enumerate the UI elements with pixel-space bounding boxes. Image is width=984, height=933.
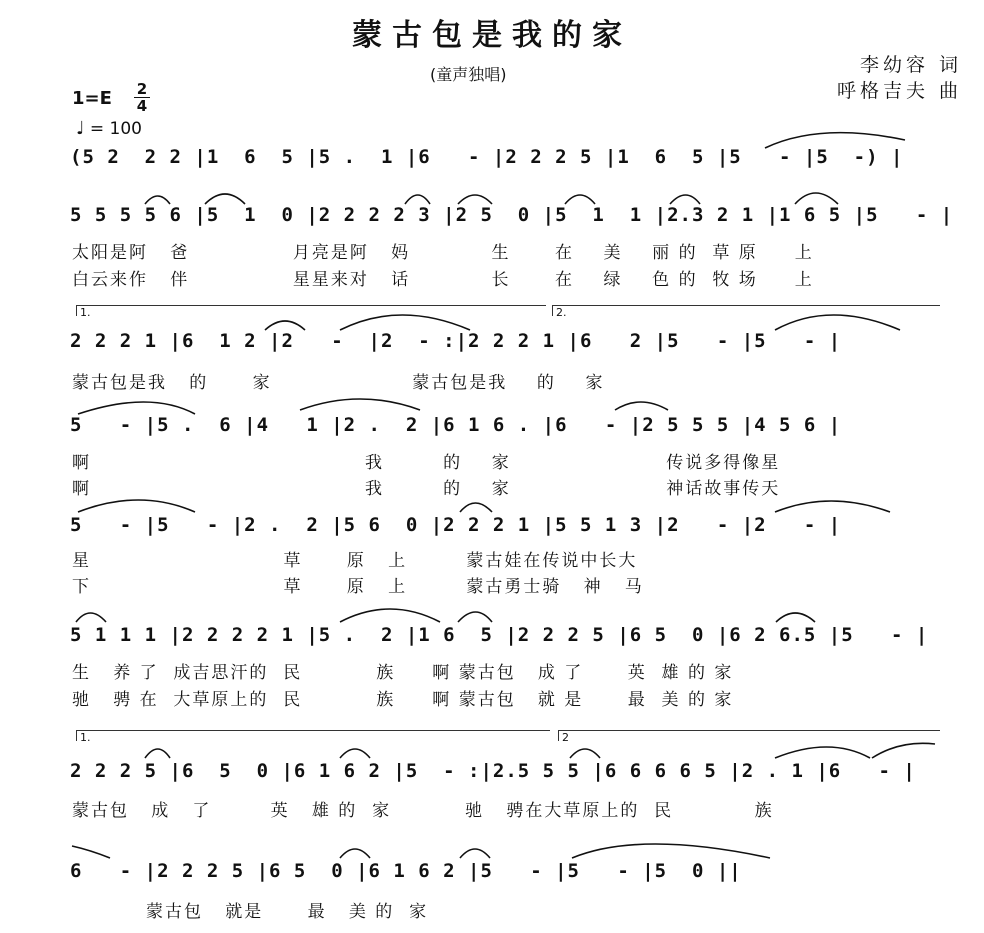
slur-arc — [458, 612, 492, 622]
slur-arc — [765, 133, 905, 148]
time-signature-bottom: 4 — [136, 97, 148, 115]
slur-arc — [145, 749, 170, 758]
lyric-line-6b: 驰 骋 在 大草原上的 民 族 啊 蒙古包 就 是 最 美 的 家 — [72, 690, 734, 710]
slur-arc — [570, 749, 600, 758]
time-signature-top: 2 — [136, 80, 148, 98]
slur-arc — [775, 747, 870, 758]
slur-arc — [775, 315, 900, 330]
volta-first-ending: 1. — [76, 305, 546, 316]
lyric-line-4b: 啊 我 的 家 神话故事传天 — [72, 479, 781, 499]
notation-line-7: 2 2 2 5 |6 5 0 |6 1 6 2 |5 - :|2.5 5 5 |6 6 6 6 5 |2 . 1 |6 - | — [70, 760, 916, 782]
lyric-line-2a: 太阳是阿 爸 月亮是阿 妈 生 在 美 丽 的 草 原 上 — [72, 243, 814, 263]
tempo-value: = 100 — [89, 119, 143, 139]
slur-arc — [72, 846, 110, 858]
slur-arc — [76, 613, 106, 622]
quarter-note-icon: ♩ — [76, 118, 85, 139]
lyric-line-8: 蒙古包 就是 最 美 的 家 — [72, 902, 429, 922]
composer-credit: 呼格吉夫 曲 — [836, 80, 962, 102]
song-subtitle: (童声独唱) — [430, 65, 507, 84]
lyric-line-3: 蒙古包是我 的 家 蒙古包是我 的 家 — [72, 373, 605, 393]
volta-second-ending: 2. — [552, 305, 940, 316]
lyric-line-7: 蒙古包 成 了 英 雄 的 家 驰 骋在大草原上的 民 族 — [72, 801, 774, 821]
slur-arc — [340, 849, 370, 858]
notation-line-5: 5 - |5 - |2 . 2 |5 6 0 |2 2 2 1 |5 5 1 3 |2 - |2 - | — [70, 514, 842, 536]
slur-arc — [265, 321, 305, 330]
key-signature: 1=E — [72, 88, 112, 109]
song-title: 蒙古包是我的家 — [352, 18, 632, 53]
lyric-line-5a: 星 草 原 上 蒙古娃在传说中长大 — [72, 551, 638, 571]
notation-line-8: 6 - |2 2 2 5 |6 5 0 |6 1 6 2 |5 - |5 - |5 0 || — [70, 860, 742, 882]
slur-arc — [776, 613, 815, 622]
slur-arc — [795, 193, 838, 204]
slur-arc — [340, 609, 440, 622]
slur-arc — [340, 749, 370, 758]
notation-line-4: 5 - |5 . 6 |4 1 |2 . 2 |6 1 6 . |6 - |2 5 5 5 |4 5 6 | — [70, 414, 842, 436]
slur-arc — [872, 743, 935, 758]
slur-arc — [405, 195, 430, 204]
slur-arc — [615, 402, 668, 410]
slur-arc — [78, 402, 195, 414]
lyricist-credit: 李幼容 词 — [859, 54, 962, 76]
slur-arc — [300, 399, 420, 410]
slur-arc — [460, 503, 492, 512]
slur-arc — [205, 194, 245, 204]
volta-first-ending-2: 1. — [76, 730, 550, 741]
slur-arc — [340, 315, 470, 330]
lyric-line-6a: 生 养 了 成吉思汗的 民 族 啊 蒙古包 成 了 英 雄 的 家 — [72, 663, 734, 683]
slur-arc — [458, 195, 492, 204]
lyric-line-5b: 下 草 原 上 蒙古勇士骑 神 马 — [72, 577, 644, 597]
slur-arc — [78, 500, 195, 512]
slur-arc — [572, 844, 770, 858]
lyric-line-2b: 白云来作 伴 星星来对 话 长 在 绿 色 的 牧 场 上 — [72, 270, 814, 290]
lyric-line-4a: 啊 我 的 家 传说多得像星 — [72, 453, 781, 473]
slur-arc — [565, 195, 595, 204]
notation-line-3: 2 2 2 1 |6 1 2 |2 - |2 - :|2 2 2 1 |6 2 |5 - |5 - | — [70, 330, 842, 352]
volta-second-ending-2: 2 — [558, 730, 940, 741]
notation-line-6: 5 1 1 1 |2 2 2 2 1 |5 . 2 |1 6 5 |2 2 2 5 |6 5 0 |6 2 6.5 |5 - | — [70, 624, 929, 646]
notation-line-1: (5 2 2 2 |1 6 5 |5 . 1 |6 - |2 2 2 5 |1 6 5 |5 - |5 -) | — [70, 146, 904, 168]
slur-arc — [670, 195, 700, 204]
slur-arc — [460, 849, 490, 858]
slur-arc — [775, 501, 890, 512]
slur-arc — [145, 196, 170, 204]
notation-line-2: 5 5 5 5 6 |5 1 0 |2 2 2 2 3 |2 5 0 |5 1 1 |2.3 2 1 |1 6 5 |5 - | — [70, 204, 954, 226]
